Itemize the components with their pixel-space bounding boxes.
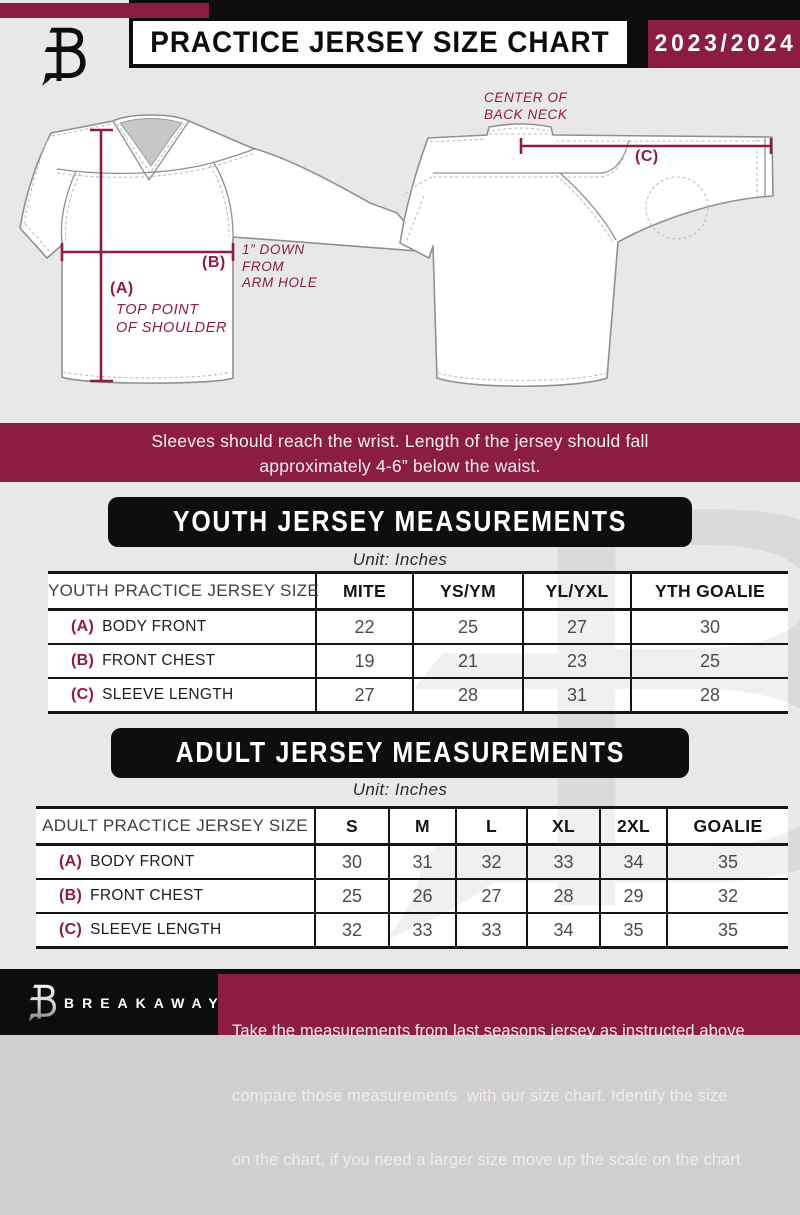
page-title: [133, 21, 627, 64]
footer-instructions: Take the measurements from last seasons jersey as instructed above compare those measurements with our size chart. Identify the size on the chart, if you need a larger size move up the scale on the chart: [232, 1022, 745, 1169]
cell-value: 27: [456, 879, 527, 913]
label-b: (B): [202, 254, 226, 271]
cell-value: 25: [631, 644, 788, 678]
row-label: (C) SLEEVE LENGTH: [48, 678, 316, 713]
arm-hole-note: 1” DOWN FROM ARM HOLE: [242, 242, 318, 290]
fit-note-line2: approximately 4-6” below the waist.: [259, 456, 541, 476]
table-row: [48, 610, 788, 645]
table-row: [48, 678, 788, 713]
adult-title-text: ADULT JERSEY MEASUREMENTS: [175, 737, 625, 769]
cell-value: 19: [316, 644, 413, 678]
page-title-text: PRACTICE JERSEY SIZE CHART: [150, 25, 610, 59]
top-point-note: TOP POINT OF SHOULDER: [116, 302, 228, 336]
cell-value: 32: [667, 879, 788, 913]
fit-note-line1: Sleeves should reach the wrist. Length of the jersey should fall: [151, 431, 649, 451]
cell-value: 28: [699, 684, 721, 705]
adult-section-header: [0, 728, 800, 778]
youth-col-header: YOUTH PRACTICE JERSEY SIZE: [48, 573, 316, 610]
table-row: [48, 644, 788, 678]
cell-value: 35: [717, 919, 739, 940]
cell-value: 21: [413, 644, 523, 678]
table-row: [36, 845, 788, 880]
cell-value: 31: [523, 678, 631, 713]
jersey-diagram: [0, 100, 800, 415]
cell-value: 31: [389, 845, 456, 880]
center-back-neck-note: CENTER OF BACK NECK: [484, 90, 568, 122]
breakaway-logo-icon: [42, 26, 88, 90]
cell-value: 33: [456, 913, 527, 948]
adult-col-l: L: [456, 808, 527, 845]
cell-value: 34: [527, 913, 600, 948]
youth-col-ylyxl: YL/YXL: [523, 573, 631, 610]
cell-value: 25: [413, 610, 523, 645]
adult-title-pill: [111, 728, 690, 778]
adult-size-table: [36, 806, 788, 949]
adult-col-2xl: 2XL: [600, 808, 667, 845]
youth-col-goalie: YTH GOALIE: [631, 573, 788, 610]
season-text: 2023/2024: [654, 30, 797, 57]
row-label: (A) BODY FRONT: [48, 610, 316, 645]
cell-value: 25: [315, 879, 389, 913]
header-maroon-strip: [0, 3, 209, 18]
cell-value: 32: [456, 845, 527, 880]
youth-size-table: [48, 571, 788, 714]
footer-brand-name: BREAKAWAY: [64, 995, 226, 1011]
cell-value: 32: [315, 913, 389, 948]
youth-col-ysym: YS/YM: [413, 573, 523, 610]
cell-value: 23: [523, 644, 631, 678]
cell-value: 30: [315, 845, 389, 880]
adult-col-goalie: GOALIE: [667, 808, 788, 845]
cell-value: 22: [316, 610, 413, 645]
footer: [0, 969, 800, 1169]
adult-col-header: ADULT PRACTICE JERSEY SIZE: [36, 808, 315, 845]
adult-table-header-row: [36, 808, 788, 845]
cell-value: 33: [389, 913, 456, 948]
cell-value: 27: [523, 610, 631, 645]
row-label: (A) BODY FRONT: [36, 845, 315, 880]
cell-value: 35: [600, 913, 667, 948]
adult-unit-label: Unit: Inches: [352, 780, 448, 799]
table-row: [36, 913, 788, 948]
cell-value: 26: [389, 879, 456, 913]
jersey-front-view: [20, 115, 430, 383]
row-label: (B) FRONT CHEST: [36, 879, 315, 913]
adult-col-s: S: [315, 808, 389, 845]
cell-value: 27: [316, 678, 413, 713]
label-c: (C): [635, 148, 659, 165]
label-a: (A): [110, 280, 134, 297]
youth-table-header-row: [48, 573, 788, 610]
adult-col-xl: XL: [527, 808, 600, 845]
breakaway-footer-logo-icon: [28, 984, 58, 1024]
cell-value: 35: [667, 845, 788, 880]
table-row: [36, 879, 788, 913]
cell-value: 30: [631, 610, 788, 645]
youth-col-mite: MITE: [316, 573, 413, 610]
adult-col-m: M: [389, 808, 456, 845]
cell-value: 34: [600, 845, 667, 880]
cell-value: 28: [527, 879, 600, 913]
season-badge: [648, 20, 800, 68]
cell-value: 33: [527, 845, 600, 880]
cell-value: 29: [600, 879, 667, 913]
row-label: (C) SLEEVE LENGTH: [36, 913, 315, 948]
jersey-back-view: [400, 124, 773, 386]
fit-note-banner: [0, 423, 800, 482]
cell-value: 28: [413, 678, 523, 713]
youth-title-pill: [108, 497, 692, 547]
youth-section-header: [0, 497, 800, 547]
row-label: (B) FRONT CHEST: [48, 644, 316, 678]
footer-instructions-panel: [218, 974, 800, 1169]
youth-unit-label: Unit: Inches: [352, 550, 448, 569]
youth-title-text: YOUTH JERSEY MEASUREMENTS: [172, 506, 628, 538]
